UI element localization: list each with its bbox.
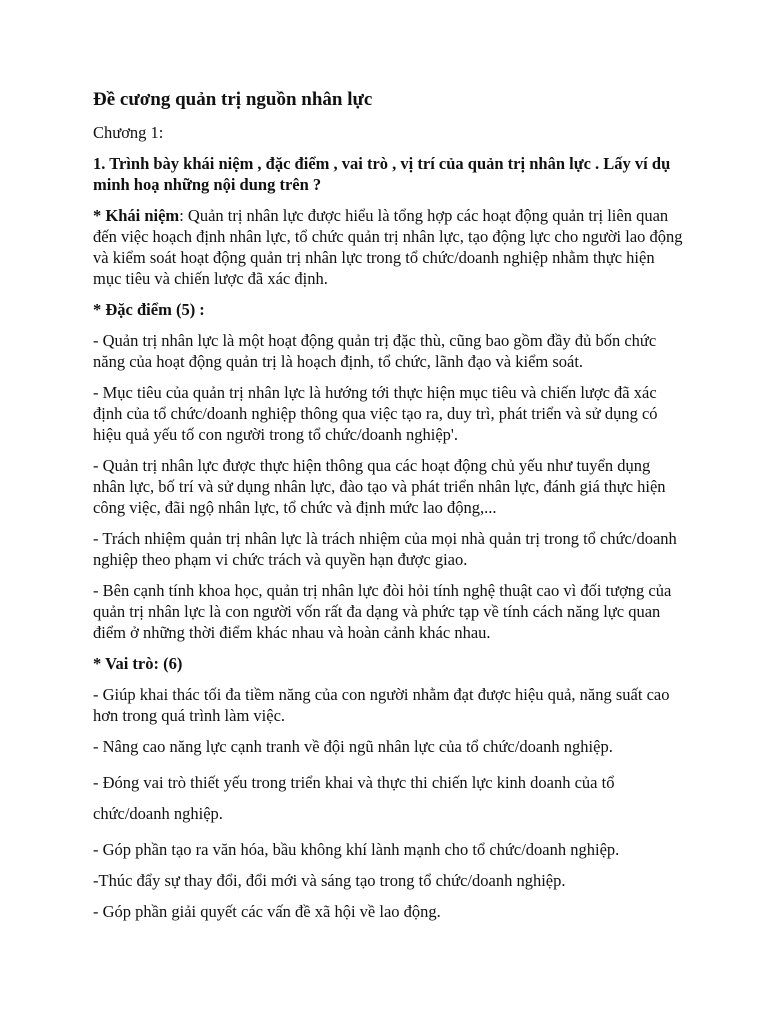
document-page (93, 88, 683, 932)
document-title: Đề cương quản trị nguồn nhân lực (93, 89, 373, 110)
concept-paragraph (93, 205, 683, 289)
roles-heading: * Vai trò: (6) (93, 654, 183, 673)
feature-item: - Bên cạnh tính khoa học, quản trị nhân lực đòi hỏi tính nghệ thuật cao vì đối tượng của quản trị nhân lực là con người vốn rất đa dạng và phức tạp về tính cách năng lực quan điểm ở những thời điểm khác nhau và hoàn cảnh khác nhau. (93, 581, 672, 642)
feature-item: - Quản trị nhân lực được thực hiện thông qua các hoạt động chủ yếu như tuyển dụng nhân lực, bố trí và sử dụng nhân lực, đào tạo và phát triển nhân lực, đánh giá thực hiện công việc, đãi ngộ nhân lực, tổ chức và định mức lao động,... (93, 456, 666, 517)
question-heading: 1. Trình bày khái niệm , đặc điểm , vai trò , vị trí của quản trị nhân lực . Lấy ví dụ minh hoạ những nội dung trên ? (93, 154, 671, 194)
role-item: - Đóng vai trò thiết yếu trong triển khai và thực thi chiến lực kinh doanh của tổ chức/doanh nghiệp. (93, 773, 615, 823)
role-item: - Góp phần giải quyết các vấn đề xã hội về lao động. (93, 902, 441, 921)
concept-text: : Quản trị nhân lực được hiểu là tổng hợp các hoạt động quản trị liên quan đến việc hoạch định nhân lực, tổ chức quản trị nhân lực, tạo động lực cho người lao động và kiểm soát hoạt động quản trị nhân lực trong tổ chức/doanh nghiệp nhằm thực hiện mục tiêu và chiến lược đã xác định. (93, 206, 683, 288)
role-item: - Nâng cao năng lực cạnh tranh về đội ngũ nhân lực của tổ chức/doanh nghiệp. (93, 737, 613, 756)
features-heading: * Đặc điểm (5) : (93, 300, 205, 319)
role-item: - Góp phần tạo ra văn hóa, bầu không khí lành mạnh cho tổ chức/doanh nghiệp. (93, 840, 620, 859)
feature-item: - Mục tiêu của quản trị nhân lực là hướng tới thực hiện mục tiêu và chiến lược đã xác định của tổ chức/doanh nghiệp thông qua việc tạo ra, duy trì, phát triển và sử dụng có hiệu quả yếu tố con người trong tổ chức/doanh nghiệp'. (93, 383, 658, 444)
feature-item: - Quản trị nhân lực là một hoạt động quản trị đặc thù, cũng bao gồm đầy đủ bốn chức năng của hoạt động quản trị là hoạch định, tổ chức, lãnh đạo và kiểm soát. (93, 331, 657, 371)
chapter-label: Chương 1: (93, 123, 164, 142)
role-item: -Thúc đẩy sự thay đổi, đổi mới và sáng tạo trong tổ chức/doanh nghiệp. (93, 871, 566, 890)
feature-item: - Trách nhiệm quản trị nhân lực là trách nhiệm của mọi nhà quản trị trong tổ chức/doanh nghiệp theo phạm vi chức trách và quyền hạn được giao. (93, 529, 677, 569)
role-item: - Giúp khai thác tối đa tiềm năng của con người nhằm đạt được hiệu quả, năng suất cao hơn trong quá trình làm việc. (93, 685, 670, 725)
concept-label: * Khái niệm (93, 206, 180, 225)
